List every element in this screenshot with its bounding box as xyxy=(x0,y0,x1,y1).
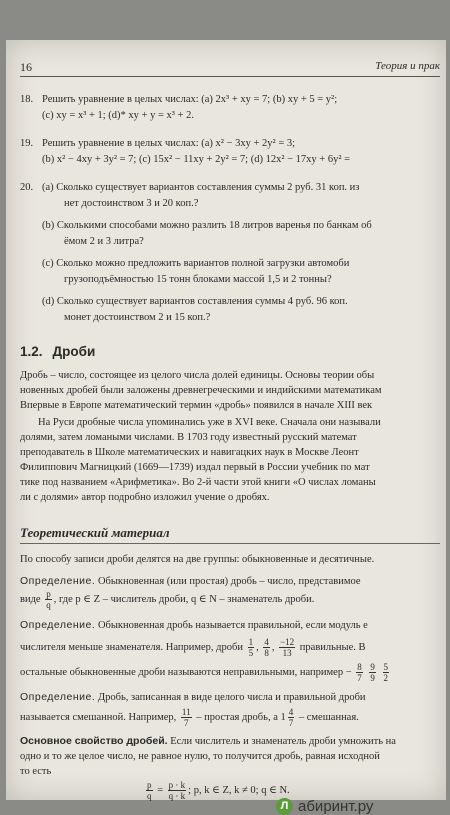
definition-3 xyxy=(20,690,440,728)
fraction-denominator: q xyxy=(147,791,152,801)
problem-number: 18. xyxy=(20,94,34,105)
fraction-denominator: q xyxy=(46,600,51,610)
labirint-logo-icon: Л xyxy=(276,798,293,815)
definition-text: числителя меньше знаменателя. Например, дроби xyxy=(20,641,243,653)
definition-text: виде xyxy=(20,593,41,605)
section-title: Дроби xyxy=(52,344,96,359)
text-line: долями, затем ломаными числами. В 1703 году известный русский математ xyxy=(20,432,357,443)
subheading-rule xyxy=(20,543,440,544)
property-text: Если числитель и знаменатель дроби умножить на xyxy=(170,736,396,747)
fraction-denominator: 7 xyxy=(288,718,294,728)
definition-text: Обыкновенная (или простая) дробь – число, представимое xyxy=(97,576,361,587)
section-number: 1.2. xyxy=(20,344,43,359)
page-number: 16 xyxy=(20,60,32,74)
problem-item: (a) Сколько существует вариантов составления суммы 2 руб. 31 коп. из xyxy=(42,182,360,193)
fraction xyxy=(45,589,52,610)
subheading: Теоретический материал xyxy=(20,525,170,540)
fraction-numerator: 4 xyxy=(288,707,294,717)
property-formula: $\frac{p}{q}$ = $\frac{p \cdot k}{q \cdot k}$ ; p, k ∈ Z, k ≠ 0; q ∈ N. xyxy=(147,780,290,801)
definition-text: остальные обыкновенные дроби называются неправильными, например − xyxy=(20,666,352,678)
fraction xyxy=(356,662,363,683)
definition-text: Дробь, записанная в виде целого числа и правильной дроби xyxy=(97,692,366,703)
problem-line: Решить уравнение в целых числах: (a) 2x³ + xy = 7; (b) xy + 5 = y²; xyxy=(42,94,338,105)
fraction-denominator: 13 xyxy=(282,648,292,658)
fraction xyxy=(168,780,187,801)
problem-line: Решить уравнение в целых числах: (a) x² − 3xy + 2y² = 3; xyxy=(42,138,296,149)
problem-item: (c) Сколько можно предложить вариантов полной загрузки автомоби xyxy=(42,258,350,269)
running-header xyxy=(20,60,440,77)
text-line: ли с долями» автор подробно изложил учение о дробях. xyxy=(20,492,270,503)
property-text: одно и то же целое число, не равное нулю, то получится дробь, равная исходной xyxy=(20,751,380,762)
problem-line: (b) x² − 4xy + 3y² = 7; (c) 15x² − 11xy + 2y² = 7; (d) 12x² − 17xy + 6y² = xyxy=(42,154,351,165)
definition-2: Определение. Обыкновенная дробь называется правильной, если модуль е числителя меньше знаменателя. Например, дроби $\frac{1}{5}$ , $\frac{4}{8}$ , $\frac{-12}{13}$ правильные. В остальные обыкновенные дроби называются неправильными, например − $\frac{8}{7}$ $\frac{9}{9}$ $\frac{5}{2}$ xyxy=(20,619,389,683)
definition-text: – простая дробь, а 1 xyxy=(196,711,286,723)
fraction xyxy=(383,662,390,683)
text-line: новенных дробей были заложены древнегреческими и индийскими математикам xyxy=(20,385,382,396)
watermark xyxy=(276,798,373,815)
problem-item-cont: ёмом 2 и 3 литра? xyxy=(64,236,144,247)
fraction-numerator: p xyxy=(46,589,51,599)
fraction-numerator: 9 xyxy=(370,662,375,672)
fraction-numerator: p xyxy=(147,780,152,790)
fraction-denominator: 7 xyxy=(184,718,189,728)
definition-text: правильные. В xyxy=(299,641,366,653)
problem-19 xyxy=(20,136,440,168)
section-heading xyxy=(20,344,95,359)
fraction-numerator: 8 xyxy=(357,662,362,672)
problem-item: (d) Сколько существует вариантов составления суммы 4 руб. 96 коп. xyxy=(42,296,348,307)
intro-paragraph xyxy=(20,368,440,413)
fraction xyxy=(288,707,295,728)
text-line: Дробь – число, состоящее из целого числа долей единицы. Основы теории обы xyxy=(20,370,375,381)
property-text: то есть xyxy=(20,766,52,777)
watermark-text: абиринт.ру xyxy=(298,798,374,815)
text-line: преподаватель в Школе математических и навигацких наук в Москве Леонт xyxy=(20,447,359,458)
definition-text: называется смешанной. Например, xyxy=(20,711,177,723)
fraction-denominator: 2 xyxy=(383,673,389,683)
classification-line: По способу записи дроби делятся на две группы: обыкновенные и десятичные. xyxy=(20,554,375,565)
fraction-numerator: 11 xyxy=(181,707,191,717)
definition-label: Определение. xyxy=(20,691,96,703)
definition-text: , где p ∈ Z – числитель дроби, q ∈ N – знаменатель дроби. xyxy=(53,593,315,605)
problem-number: 19. xyxy=(20,138,34,149)
basic-property xyxy=(20,734,440,779)
fraction xyxy=(181,707,192,728)
problem-20 xyxy=(20,180,440,326)
definition-text: Обыкновенная дробь называется правильной, если модуль е xyxy=(97,620,368,631)
fraction-denominator: 7 xyxy=(357,673,362,683)
running-title: Теория и прак xyxy=(375,60,440,72)
definition-1 xyxy=(20,574,440,610)
fraction-numerator: 4 xyxy=(264,637,269,647)
fraction-numerator: −12 xyxy=(280,637,295,647)
problem-number: 20. xyxy=(20,182,34,193)
problem-item: (b) Сколькими способами можно разлить 18 литров варенья по банкам об xyxy=(42,220,372,231)
fraction xyxy=(146,780,153,801)
text-line: Филиппович Магницкий (1669—1739) издал первый в России учебник по мат xyxy=(20,462,370,473)
book-page xyxy=(6,40,446,815)
fraction-denominator: 9 xyxy=(370,673,375,683)
fraction xyxy=(263,637,270,658)
fraction-denominator: 5 xyxy=(248,648,254,658)
problem-item-cont: грузоподъёмностью 15 тонн блоками массой 1,5 и 2 тонны? xyxy=(64,274,332,285)
fraction-denominator: q · k xyxy=(168,791,186,801)
fraction xyxy=(248,637,255,658)
formula-condition: ; p, k ∈ Z, k ≠ 0; q ∈ N. xyxy=(188,784,290,796)
definition-label: Определение. xyxy=(20,575,96,587)
problem-line: (c) xy = x³ + 1; (d)* xy + y = x³ + 2. xyxy=(42,110,194,121)
history-paragraph xyxy=(20,415,440,505)
text-line: тике под названием «Арифметика». Во 2-й части этой книги «О числах ломаны xyxy=(20,477,376,488)
property-label: Основное свойство дробей. xyxy=(20,735,168,747)
fraction-numerator: p · k xyxy=(168,780,186,790)
definition-label: Определение. xyxy=(20,619,96,631)
text-line: Впервые в Европе математический термин «дробь» появился в начале XIII век xyxy=(20,400,373,411)
fraction xyxy=(279,637,295,658)
problem-item-cont: нет достоинством 3 и 20 коп.? xyxy=(64,198,199,209)
fraction-numerator: 1 xyxy=(248,637,254,647)
fraction-numerator: 5 xyxy=(383,662,389,672)
definition-text: – смешанная. xyxy=(298,711,359,723)
fraction-denominator: 8 xyxy=(264,648,269,658)
problem-18 xyxy=(20,92,440,124)
fraction xyxy=(369,662,376,683)
text-line: На Руси дробные числа упоминались уже в XVI веке. Сначала они называли xyxy=(38,417,381,428)
problem-item-cont: монет достоинством 2 и 15 коп.? xyxy=(64,312,211,323)
